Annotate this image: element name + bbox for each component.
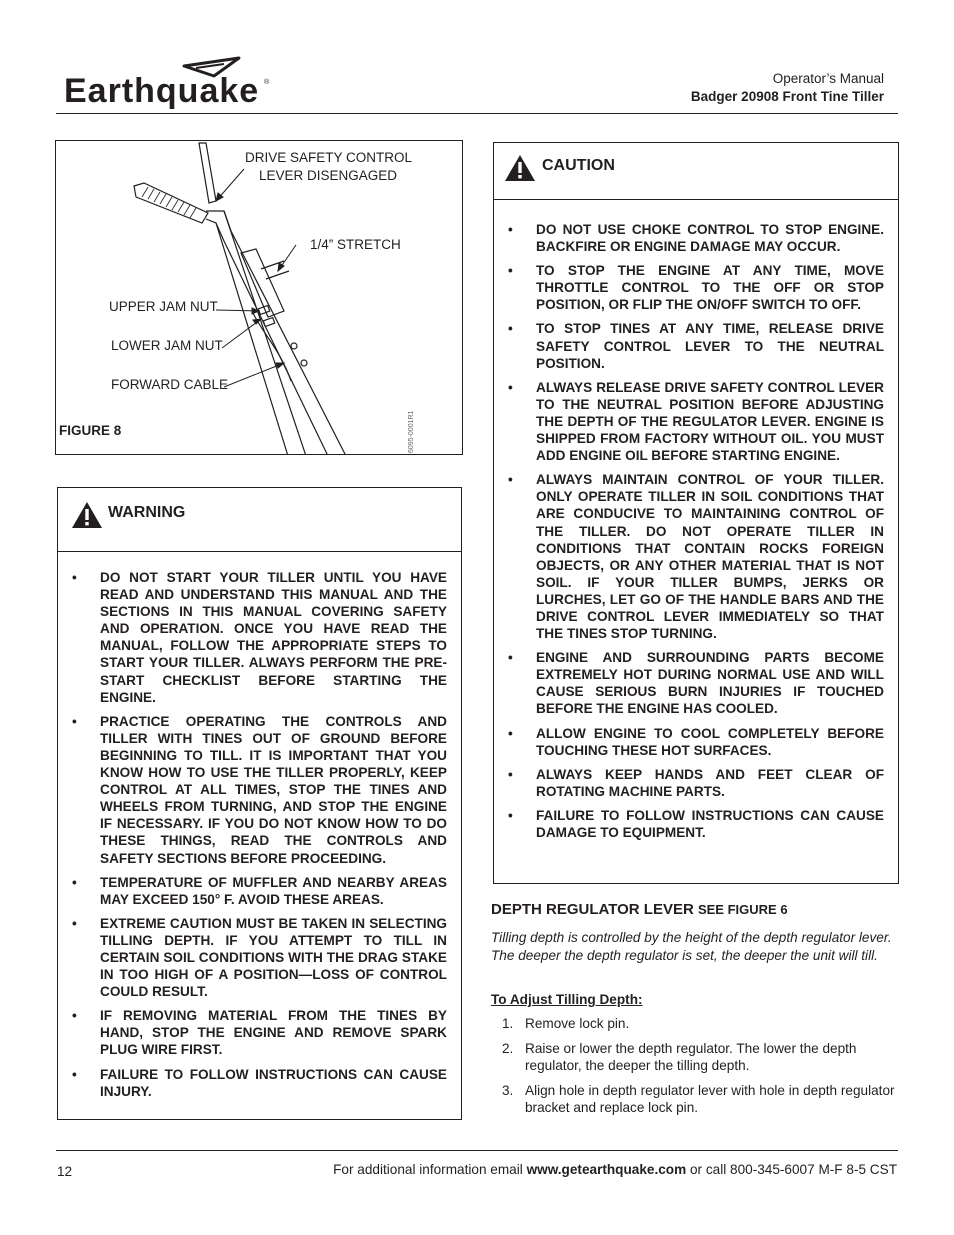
steps-list [491,1015,901,1124]
tiller-handle-illustration [56,141,462,454]
figure-8 [55,140,463,455]
list-item: • ALWAYS RELEASE DRIVE SAFETY CONTROL LEVER TO THE NEUTRAL POSITION BEFORE ADJUSTING THE DEPTH OF THE REGULATOR LEVER. ENGINE IS SHIPPED FROM FACTORY WITHOUT OIL. YOU MUST ADD ENGINE OIL BEFORE STARTING ENGINE. [508,379,884,464]
figure-reference: SEE FIGURE 6 [697,902,788,917]
warning-triangle-icon [504,154,536,182]
product-name: Badger 20908 Front Tine Tiller [690,89,884,104]
warning-list [58,569,447,1107]
warning-triangle-icon [71,501,103,529]
list-item: • IF REMOVING MATERIAL FROM THE TINES BY HAND, STOP THE ENGINE AND REMOVE SPARK PLUG WIRE FIRST. [72,1008,447,1058]
list-item: • DO NOT START YOUR TILLER UNTIL YOU HAVE READ AND UNDERSTAND THIS MANUAL AND THE SECTIONS IN THIS MANUAL COVERING SAFETY AND OPERATION. ONCE YOU HAVE READ THE MANUAL, FOLLOW THE APPROPRIATE STEPS TO START YOUR TILLER. ALWAYS PERFORM THE PRE-START CHECKLIST BEFORE STARTING THE ENGINE. [72,570,447,705]
footer-text-before: For additional information email [333,1162,523,1177]
list-item: • TO STOP TINES AT ANY TIME, RELEASE DRIVE SAFETY CONTROL LEVER TO THE NEUTRAL POSITION. [508,321,884,371]
list-item: • ALLOW ENGINE TO COOL COMPLETELY BEFORE TOUCHING THESE HOT SURFACES. [508,725,884,758]
header-rule [56,113,898,114]
list-item: • TO STOP THE ENGINE AT ANY TIME, MOVE THROTTLE CONTROL TO THE OFF OR STOP POSITION, OR FLIP THE ON/OFF SWITCH TO OFF. [508,263,884,313]
caution-box [493,142,899,884]
caution-list [494,221,884,848]
page-number: 12 [57,1164,73,1179]
list-item: • ALWAYS MAINTAIN CONTROL OF YOUR TILLER. ONLY OPERATE TILLER IN SOIL CONDITIONS THAT ARE CONDUCIVE TO MAINTAINING CONTROL OF THE TILLER. DO NOT OPERATE TILLER IN CONDITIONS THAT CONTAIN ROCKS FOREIGN OBJECTS, OR ANY OTHER MATERIAL THAT IS NOT SOIL. IF YOUR TILLER BUMPS, JERKS OR LURCHES, LET GO OF THE HANDLE BARS AND THE DRIVE CONTROL LEVER IMMEDIATELY SO THAT THE TINES STOP TURNING. [508,472,884,642]
footer-text-after: or call 800-345-6007 M-F 8-5 CST [689,1162,897,1177]
warning-header [58,488,461,552]
list-item: • TEMPERATURE OF MUFFLER AND NEARBY AREAS MAY EXCEED 150° F. AVOID THESE AREAS. [72,874,447,907]
section-heading [491,901,788,918]
list-item: • FAILURE TO FOLLOW INSTRUCTIONS CAN CAUSE DAMAGE TO EQUIPMENT. [508,807,884,840]
label-upper-jam-nut: UPPER JAM NUT [109,299,218,314]
list-item: • DO NOT USE CHOKE CONTROL TO STOP ENGINE. BACKFIRE OR ENGINE DAMAGE MAY OCCUR. [508,222,884,255]
section-description: Tilling depth is controlled by the height of the depth regulator lever. The deeper the depth regulator is set, the deeper the unit will till. [491,930,892,964]
figure-id: 6095-0001R1 [408,410,415,453]
warning-box [57,487,462,1120]
list-item: 2. Raise or lower the depth regulator. The lower the depth regulator, the deeper the tilling depth. [502,1040,857,1073]
label-drive-safety-2: LEVER DISENGAGED [259,168,398,183]
caution-title: CAUTION [542,157,615,174]
section-title: DEPTH REGULATOR LEVER [491,901,694,918]
subsection-title: To Adjust Tilling Depth: [491,992,643,1007]
list-item: • ENGINE AND SURROUNDING PARTS BECOME EXTREMELY HOT DURING NORMAL USE AND WILL CAUSE SERIOUS BURN INJURIES IF TOUCHED BEFORE THE ENGINE HAS COOLED. [508,650,884,717]
website-link[interactable]: www.getearthquake.com [526,1162,687,1177]
manual-name: Operator’s Manual [772,71,884,86]
figure-title: FIGURE 8 [59,423,122,438]
list-item: • FAILURE TO FOLLOW INSTRUCTIONS CAN CAUSE INJURY. [72,1066,447,1099]
list-item: • EXTREME CAUTION MUST BE TAKEN IN SELECTING TILLING DEPTH. IF YOU ATTEMPT TO TILL IN CERTAIN SOIL CONDITIONS WITH THE DRAG STAKE IN TOO HIGH OF A POSITION—LOSS OF CONTROL COULD RESULT. [72,915,447,1000]
list-item: 1. Remove lock pin. [502,1016,630,1031]
svg-text:Earthquake: Earthquake [64,72,260,110]
list-item: 3. Align hole in depth regulator lever with hole in depth regulator bracket and replace lock pin. [502,1082,895,1115]
footer-rule [56,1150,898,1151]
footer-contact [333,1162,897,1177]
label-drive-safety-1: DRIVE SAFETY CONTROL [245,150,413,165]
warning-title: WARNING [108,504,186,521]
list-item: • ALWAYS KEEP HANDS AND FEET CLEAR OF ROTATING MACHINE PARTS. [508,766,884,799]
label-forward-cable: FORWARD CABLE [111,377,229,392]
earthquake-logo [64,56,274,112]
label-lower-jam-nut: LOWER JAM NUT [111,338,223,353]
list-item: • PRACTICE OPERATING THE CONTROLS AND TILLER WITH TINES OUT OF GROUND BEFORE BEGINNING TO TILL. IT IS IMPORTANT THAT YOU KNOW HOW TO USE THE TILLER PROPERLY, KEEP CONTROL AT ALL TIMES, STOP THE TINES AND WHEELS FROM TURNING, AND STOP THE ENGINE IF NECESSARY. IF YOU DO NOT KNOW HOW TO DO THESE THINGS, READ THE CONTROLS AND SAFETY SECTIONS BEFORE PROCEEDING. [72,713,447,866]
label-stretch: 1/4” STRETCH [310,237,401,252]
caution-header [494,143,898,200]
manual-title [691,70,884,106]
svg-text:®: ® [264,79,270,86]
